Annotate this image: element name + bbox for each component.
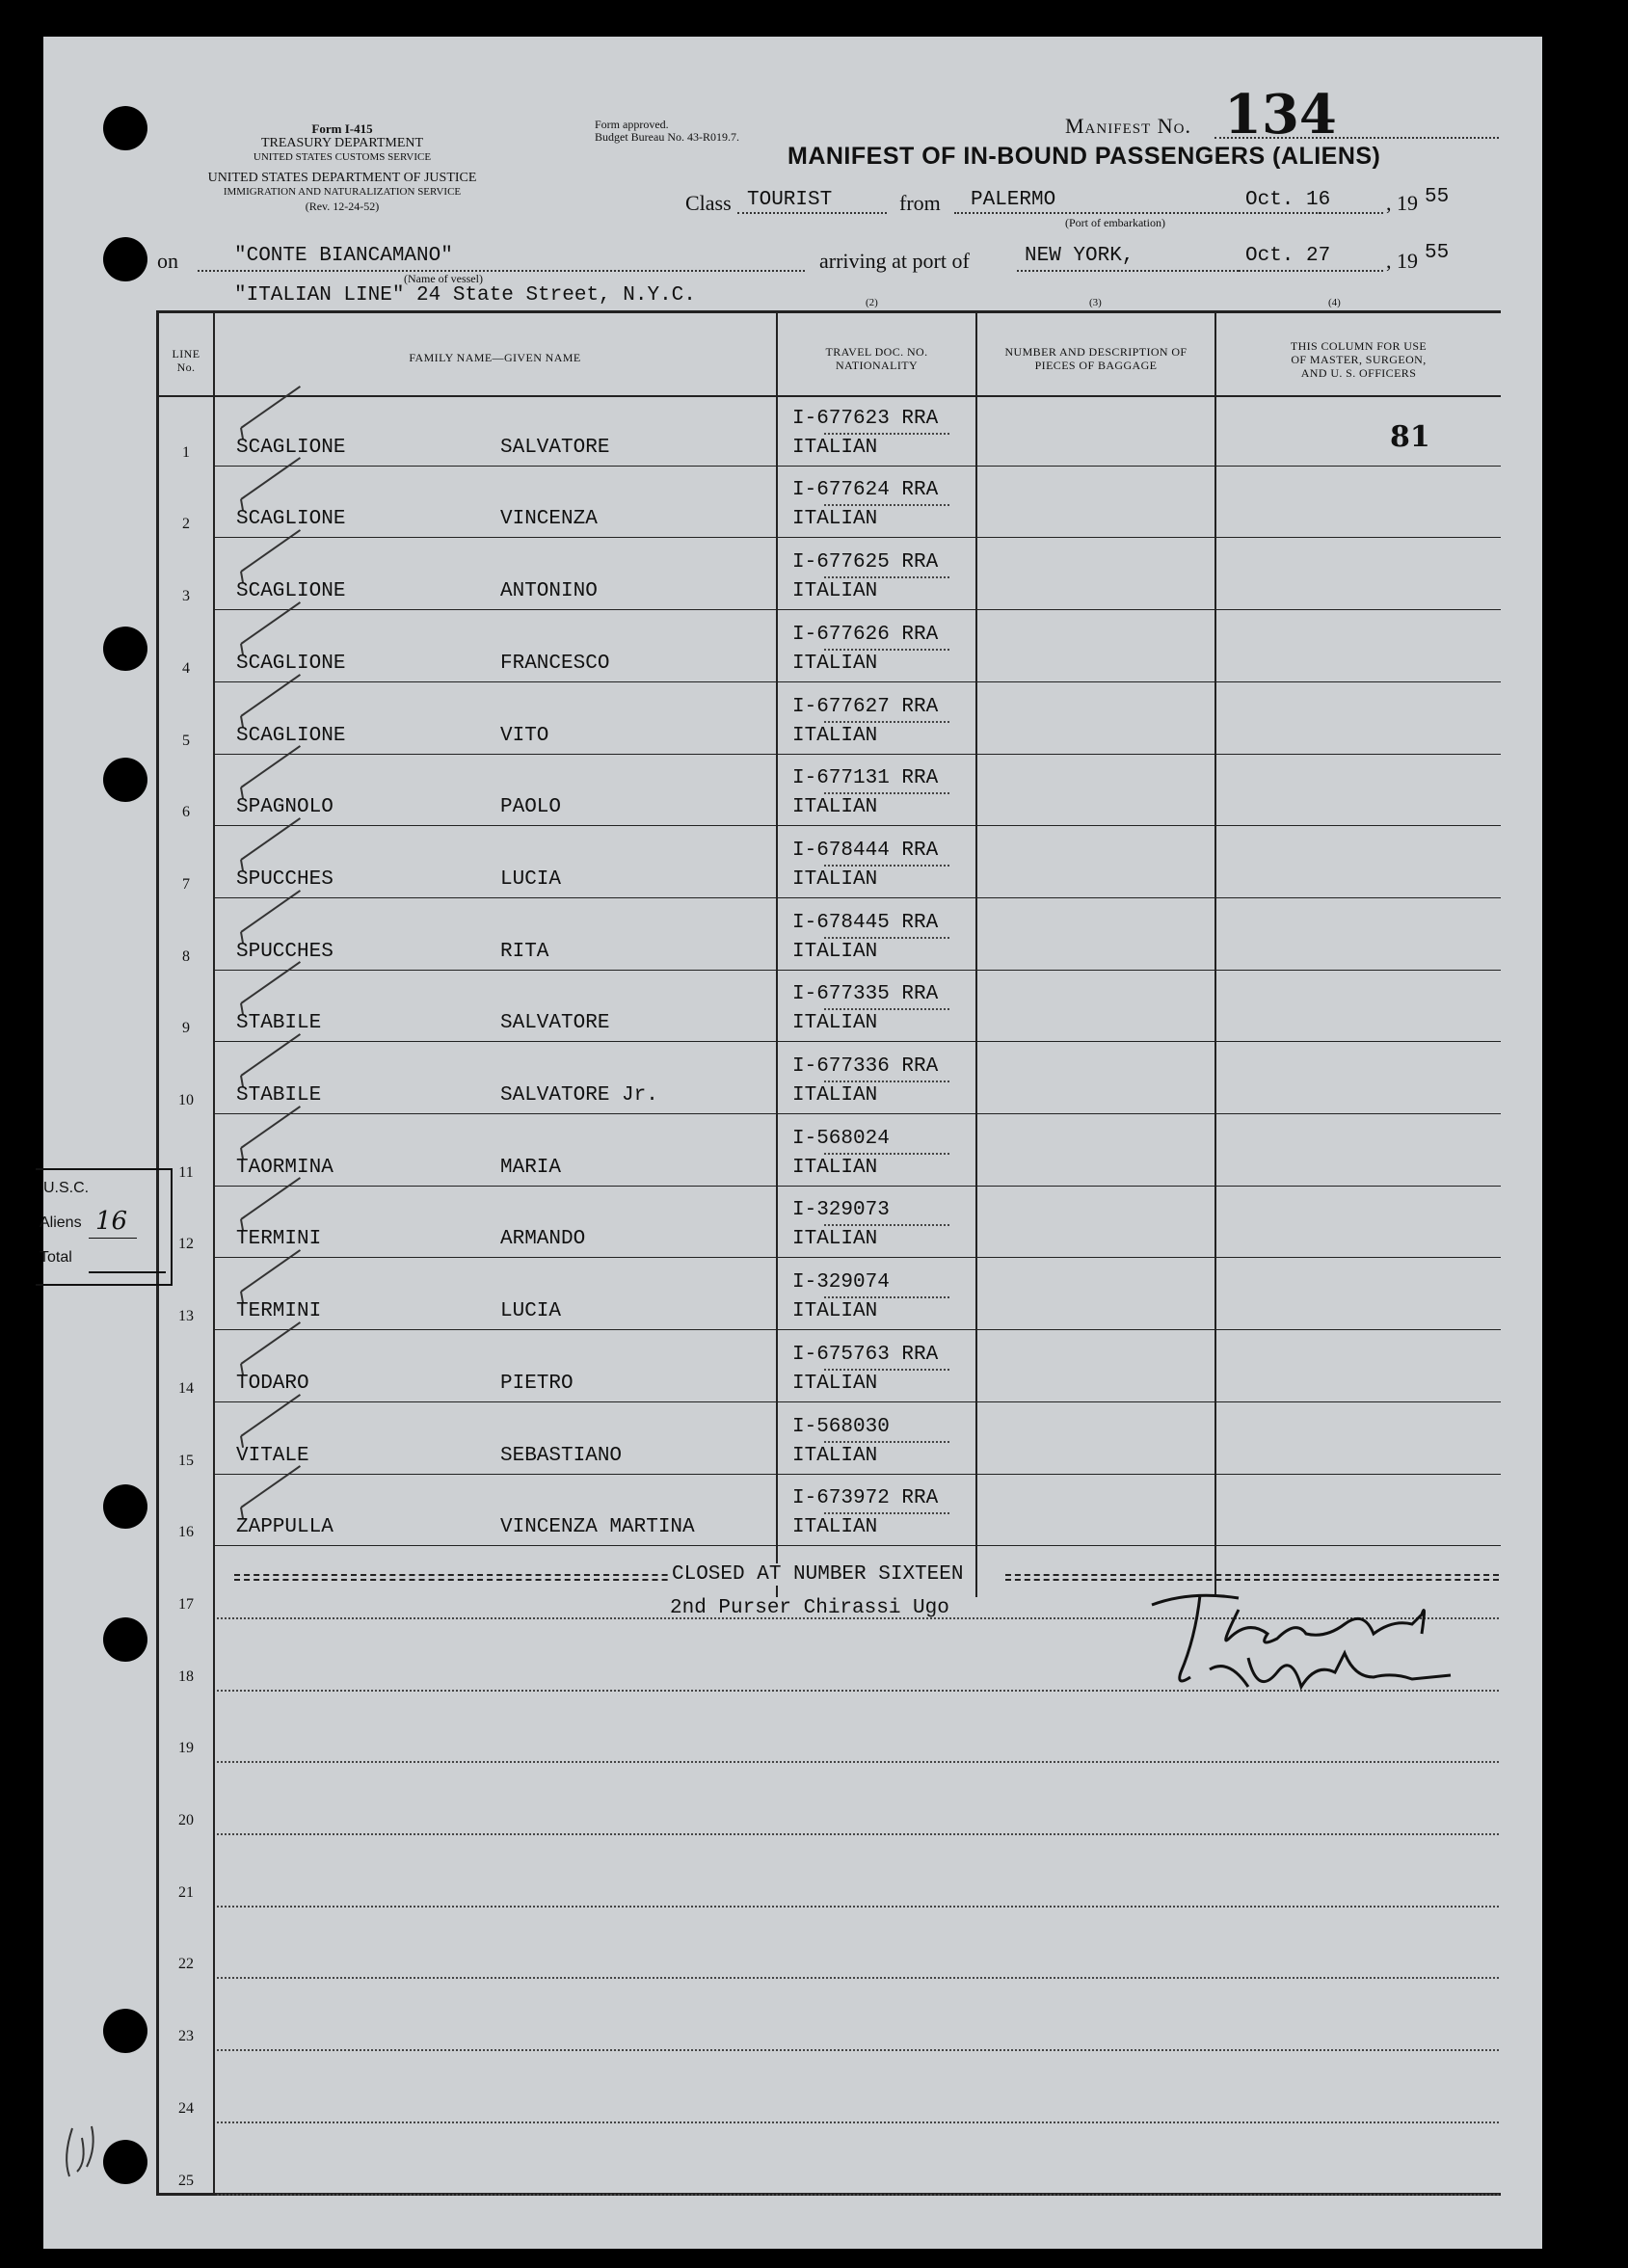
- arrive-year: 55: [1425, 242, 1450, 264]
- row-midline: [824, 1512, 949, 1514]
- row-midline: [824, 1369, 949, 1371]
- row-midline: [824, 576, 949, 578]
- closing-rule-left: [234, 1574, 716, 1576]
- row-midline: [824, 1441, 949, 1443]
- col-num-3: (3): [1089, 297, 1102, 308]
- travel-doc-no: I-673972 RRA: [792, 1487, 939, 1510]
- line-number: 3: [182, 588, 190, 605]
- header-bottom-rule: [156, 395, 1501, 397]
- line-number: 11: [178, 1163, 194, 1181]
- line-number: 25: [178, 2172, 194, 2189]
- family-name: TAORMINA: [236, 1156, 334, 1179]
- travel-doc-no: I-677336 RRA: [792, 1055, 939, 1078]
- class-label: Class: [685, 191, 732, 215]
- given-name: LUCIA: [500, 867, 562, 891]
- check-mark: [240, 529, 301, 573]
- line-number: 7: [182, 875, 190, 893]
- col-header-line: LINE No.: [172, 347, 200, 374]
- family-name: SCAGLIONE: [236, 724, 346, 747]
- row-rule: [778, 1186, 1501, 1187]
- vessel-caption: (Name of vessel): [404, 272, 483, 285]
- check-mark: [240, 817, 301, 861]
- family-name: SPUCCHES: [236, 940, 334, 963]
- row-midline: [824, 1008, 949, 1010]
- depart-date: Oct. 16: [1245, 189, 1331, 211]
- given-name: ARMANDO: [500, 1228, 586, 1251]
- row-rule: [214, 466, 776, 467]
- page-title: MANIFEST OF IN-BOUND PASSENGERS (ALIENS): [787, 143, 1381, 170]
- stamp-aliens: Aliens: [40, 1214, 82, 1231]
- line-number: 19: [178, 1740, 194, 1757]
- embark-caption: (Port of embarkation): [1065, 216, 1165, 229]
- row-dotted-rule: [217, 1977, 1499, 1979]
- row-rule: [778, 1401, 1501, 1402]
- row-dotted-rule: [217, 1833, 1499, 1835]
- arrive-year-prefix: , 19: [1386, 249, 1418, 273]
- travel-doc-no: I-677624 RRA: [792, 479, 939, 502]
- family-name: SPUCCHES: [236, 867, 334, 891]
- officer-signature: [1133, 1581, 1518, 1706]
- stamp-total: Total: [40, 1249, 72, 1266]
- row-midline: [824, 1153, 949, 1155]
- form-header-left: [154, 121, 530, 214]
- row-rule: [778, 1545, 1501, 1546]
- travel-doc-no: I-677627 RRA: [792, 695, 939, 718]
- row-rule: [778, 1041, 1501, 1042]
- check-mark: [240, 745, 301, 788]
- line-number: 15: [178, 1452, 194, 1469]
- line-col-border: [213, 310, 215, 2195]
- row-rule: [214, 1257, 776, 1258]
- on-label: on: [157, 249, 178, 273]
- table-top-rule: [156, 310, 1501, 313]
- check-mark: [240, 458, 301, 501]
- given-name: SALVATORE Jr.: [500, 1084, 658, 1107]
- family-name: TODARO: [236, 1372, 309, 1395]
- line-number: 17: [178, 1595, 194, 1613]
- row-midline: [824, 937, 949, 939]
- family-name: SCAGLIONE: [236, 652, 346, 675]
- stamp-aliens-count: 16: [95, 1207, 128, 1236]
- row-midline: [824, 865, 949, 867]
- row-dotted-rule: [217, 2121, 1499, 2123]
- class-underline: [737, 212, 887, 214]
- nationality: ITALIAN: [792, 1012, 878, 1035]
- col-header-name: FAMILY NAME—GIVEN NAME: [409, 351, 581, 364]
- row-rule: [214, 1186, 776, 1187]
- row-rule: [778, 466, 1501, 467]
- row-rule: [214, 1401, 776, 1402]
- closing-rule-left: [234, 1579, 716, 1581]
- line-number: 14: [178, 1379, 194, 1397]
- dept-justice: UNITED STATES DEPARTMENT OF JUSTICE: [207, 171, 477, 185]
- line-number: 18: [178, 1668, 194, 1685]
- nationality: ITALIAN: [792, 1516, 878, 1539]
- check-mark: [240, 674, 301, 717]
- line-number: 2: [182, 516, 190, 533]
- nationality: ITALIAN: [792, 652, 878, 675]
- col-header-officers: THIS COLUMN FOR USE OF MASTER, SURGEON, AND U. S. OFFICERS: [1290, 339, 1428, 380]
- dept-treasury-sub: UNITED STATES CUSTOMS SERVICE: [253, 151, 432, 163]
- punch-hole: [103, 106, 147, 150]
- row-dotted-rule: [217, 1906, 1499, 1908]
- vessel-name: "CONTE BIANCAMANO": [234, 245, 453, 267]
- name-col-border: [776, 310, 778, 1597]
- family-name: SPAGNOLO: [236, 796, 334, 819]
- family-name: SCAGLIONE: [236, 580, 346, 603]
- row-rule: [214, 1113, 776, 1114]
- row-dotted-rule: [217, 2049, 1499, 2051]
- from-label: from: [899, 191, 941, 215]
- row-rule: [778, 897, 1501, 898]
- officer-note: 81: [1390, 420, 1430, 454]
- row-rule: [214, 754, 776, 755]
- check-mark: [240, 961, 301, 1004]
- given-name: SEBASTIANO: [500, 1444, 623, 1467]
- line-address: "ITALIAN LINE" 24 State Street, N.Y.C.: [234, 284, 696, 307]
- line-number: 21: [178, 1883, 194, 1901]
- form-revision: (Rev. 12-24-52): [305, 200, 380, 213]
- row-rule: [778, 537, 1501, 538]
- given-name: PIETRO: [500, 1372, 574, 1395]
- row-rule: [778, 1329, 1501, 1330]
- manifest-page: [40, 37, 1542, 2249]
- given-name: SALVATORE: [500, 1012, 610, 1035]
- manifest-label: Manifest No.: [1065, 114, 1191, 138]
- row-rule: [778, 754, 1501, 755]
- punch-hole: [103, 627, 147, 671]
- row-midline: [824, 1296, 949, 1298]
- port-underline: [1017, 270, 1239, 272]
- line-number: 22: [178, 1956, 194, 1973]
- family-name: SCAGLIONE: [236, 436, 346, 459]
- arrival-port: NEW YORK,: [1025, 245, 1134, 267]
- check-mark: [240, 890, 301, 933]
- line-number: 12: [178, 1236, 194, 1253]
- line-number: 10: [178, 1092, 194, 1108]
- row-rule: [778, 609, 1501, 610]
- check-mark: [240, 601, 301, 645]
- check-mark: [240, 1033, 301, 1077]
- given-name: FRANCESCO: [500, 652, 610, 675]
- closing-rule-right: [1005, 1574, 1499, 1576]
- nationality: ITALIAN: [792, 1372, 878, 1395]
- row-rule: [214, 681, 776, 682]
- line-number: 8: [182, 947, 190, 965]
- check-mark: [240, 1106, 301, 1149]
- given-name: VINCENZA MARTINA: [500, 1516, 695, 1539]
- travel-doc-no: I-568024: [792, 1127, 890, 1150]
- manifest-underline: [1214, 137, 1499, 139]
- punch-hole: [103, 1484, 147, 1529]
- row-midline: [824, 721, 949, 723]
- given-name: LUCIA: [500, 1300, 562, 1323]
- line-number: 23: [178, 2028, 194, 2045]
- family-name: STABILE: [236, 1084, 322, 1107]
- travel-doc-no: I-677626 RRA: [792, 623, 939, 646]
- travel-doc-no: I-678444 RRA: [792, 839, 939, 862]
- check-mark: [240, 386, 301, 429]
- check-mark: [240, 1249, 301, 1293]
- punch-hole: [103, 2009, 147, 2053]
- travel-doc-no: I-677625 RRA: [792, 551, 939, 574]
- row-dotted-rule: [217, 1761, 1499, 1763]
- row-rule: [214, 825, 776, 826]
- arrive-date-underline: [1239, 270, 1383, 272]
- travel-doc-no: I-329074: [792, 1271, 890, 1294]
- stamp-rule: [89, 1271, 166, 1273]
- family-name: STABILE: [236, 1012, 322, 1035]
- depart-date-underline: [1239, 212, 1383, 214]
- row-rule: [778, 1257, 1501, 1258]
- row-rule: [778, 970, 1501, 971]
- travel-doc-no: I-677335 RRA: [792, 983, 939, 1006]
- row-rule: [778, 1113, 1501, 1114]
- aliens-stamp: [36, 1168, 173, 1286]
- given-name: RITA: [500, 940, 549, 963]
- margin-scribble: [58, 2119, 116, 2186]
- given-name: ANTONINO: [500, 580, 598, 603]
- stamp-usc: U.S.C.: [43, 1180, 90, 1196]
- vessel-underline: [198, 270, 805, 272]
- travel-doc-no: I-675763 RRA: [792, 1343, 939, 1366]
- row-midline: [824, 1224, 949, 1226]
- arriving-label: arriving at port of: [819, 249, 970, 273]
- nationality: ITALIAN: [792, 1444, 878, 1467]
- nationality: ITALIAN: [792, 1300, 878, 1323]
- row-midline: [824, 504, 949, 506]
- row-rule: [214, 1545, 776, 1546]
- col-num-4: (4): [1328, 297, 1341, 308]
- line-number: 13: [178, 1308, 194, 1325]
- row-rule: [214, 609, 776, 610]
- travel-doc-no: I-678445 RRA: [792, 911, 939, 934]
- row-rule: [778, 681, 1501, 682]
- line-number: 1: [182, 443, 190, 461]
- row-midline: [824, 1081, 949, 1082]
- check-mark: [240, 1394, 301, 1437]
- punch-hole: [103, 237, 147, 281]
- baggage-col-border: [1214, 310, 1216, 1597]
- col-header-travel: TRAVEL DOC. NO. NATIONALITY: [825, 345, 928, 372]
- given-name: PAOLO: [500, 796, 562, 819]
- col-header-baggage: NUMBER AND DESCRIPTION OF PIECES OF BAGGAGE: [1004, 345, 1188, 372]
- travel-doc-no: I-677131 RRA: [792, 767, 939, 790]
- stamp-rule: [89, 1238, 137, 1239]
- travel-doc-no: I-677623 RRA: [792, 407, 939, 430]
- family-name: TERMINI: [236, 1228, 322, 1251]
- row-rule: [778, 825, 1501, 826]
- line-number: 20: [178, 1812, 194, 1828]
- nationality: ITALIAN: [792, 508, 878, 531]
- family-name: SCAGLIONE: [236, 508, 346, 531]
- row-rule: [214, 537, 776, 538]
- check-mark: [240, 1321, 301, 1365]
- manifest-number: 134: [1224, 83, 1337, 147]
- nationality: ITALIAN: [792, 1084, 878, 1107]
- punch-hole: [103, 758, 147, 802]
- row-midline: [824, 792, 949, 794]
- dept-treasury: TREASURY DEPARTMENT: [260, 136, 424, 150]
- line-number: 9: [182, 1020, 190, 1037]
- line-number: 16: [178, 1524, 194, 1541]
- nationality: ITALIAN: [792, 436, 878, 459]
- nationality: ITALIAN: [792, 867, 878, 891]
- nationality: ITALIAN: [792, 796, 878, 819]
- closed-text: CLOSED AT NUMBER SIXTEEN: [672, 1563, 964, 1586]
- nationality: ITALIAN: [792, 580, 878, 603]
- form-number: Form I-415: [311, 121, 373, 136]
- row-midline: [824, 433, 949, 435]
- line-number: 24: [178, 2099, 194, 2117]
- dept-justice-sub: IMMIGRATION AND NATURALIZATION SERVICE: [223, 186, 462, 198]
- check-mark: [240, 1465, 301, 1508]
- line-number: 6: [182, 804, 190, 821]
- nationality: ITALIAN: [792, 1228, 878, 1251]
- check-mark: [240, 1178, 301, 1221]
- col-num-2: (2): [866, 297, 878, 308]
- given-name: VINCENZA: [500, 508, 598, 531]
- nationality: ITALIAN: [792, 724, 878, 747]
- purser-text: 2nd Purser Chirassi Ugo: [670, 1597, 949, 1619]
- class-value: TOURIST: [747, 189, 833, 211]
- row-rule: [214, 1474, 776, 1475]
- nationality: ITALIAN: [792, 1156, 878, 1179]
- depart-year: 55: [1425, 186, 1450, 208]
- family-name: VITALE: [236, 1444, 309, 1467]
- family-name: ZAPPULLA: [236, 1516, 334, 1539]
- row-rule: [214, 1329, 776, 1330]
- line-number: 5: [182, 732, 190, 749]
- line-number: 4: [182, 659, 190, 677]
- given-name: SALVATORE: [500, 436, 610, 459]
- given-name: VITO: [500, 724, 549, 747]
- row-rule: [214, 897, 776, 898]
- row-rule: [214, 1041, 776, 1042]
- arrive-date: Oct. 27: [1245, 245, 1331, 267]
- row-rule: [214, 970, 776, 971]
- row-midline: [824, 649, 949, 651]
- form-approved: Form approved. Budget Bureau No. 43-R019.7.: [595, 118, 739, 144]
- from-value: PALERMO: [971, 189, 1056, 211]
- family-name: TERMINI: [236, 1300, 322, 1323]
- row-rule: [778, 1474, 1501, 1475]
- travel-col-border: [975, 310, 977, 1597]
- nationality: ITALIAN: [792, 940, 878, 963]
- travel-doc-no: I-329073: [792, 1199, 890, 1222]
- given-name: MARIA: [500, 1156, 562, 1179]
- row-dotted-rule: [217, 2194, 1499, 2196]
- punch-hole: [103, 1617, 147, 1662]
- depart-year-prefix: , 19: [1386, 191, 1418, 215]
- travel-doc-no: I-568030: [792, 1415, 890, 1438]
